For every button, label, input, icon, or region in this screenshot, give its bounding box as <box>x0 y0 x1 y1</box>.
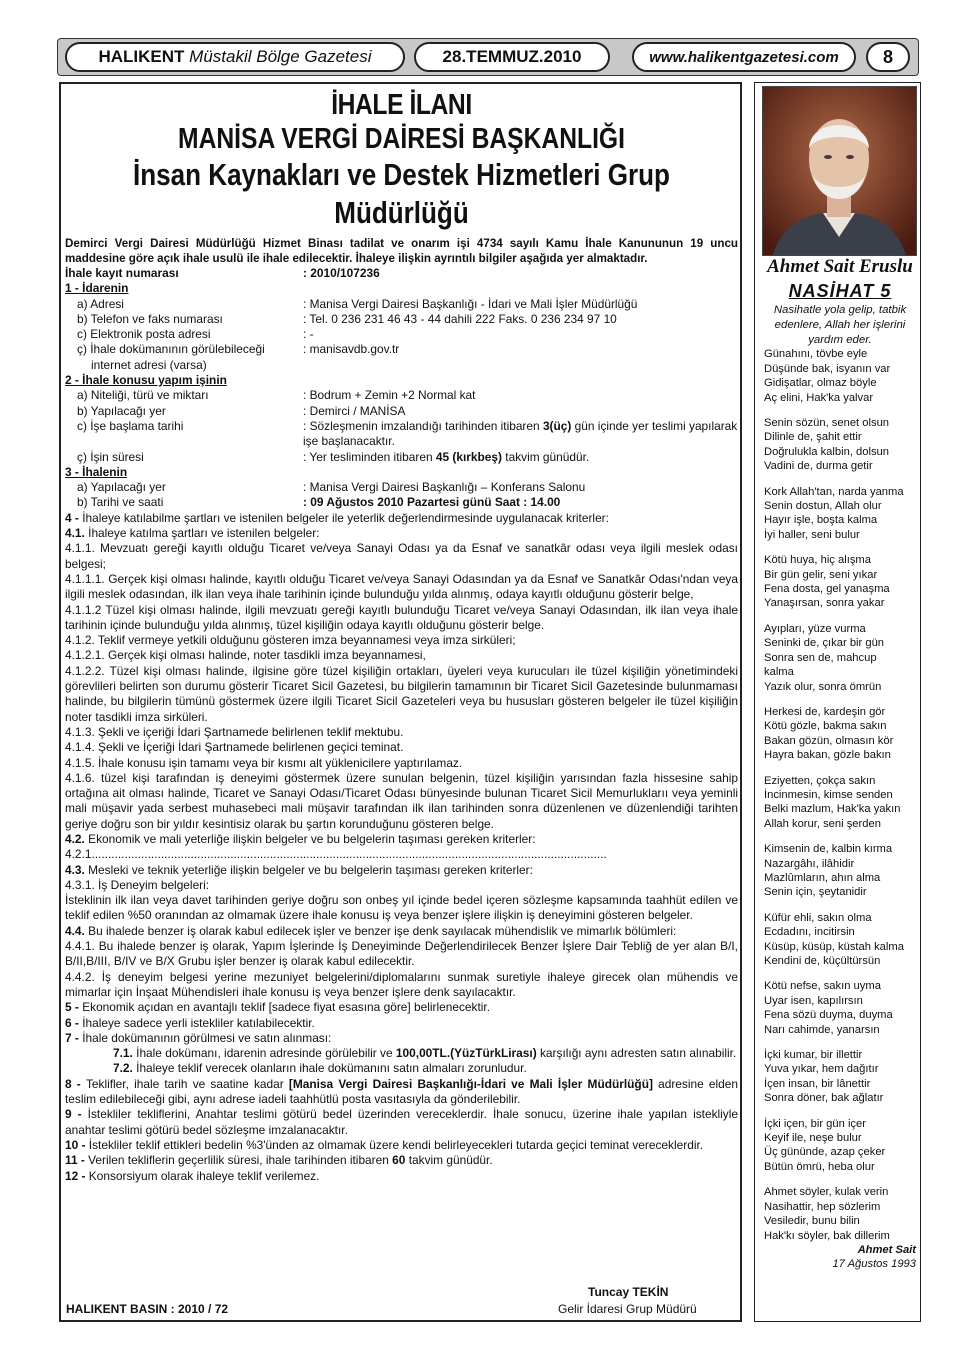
para-4-3-1: 4.3.1. İş Deneyim belgeleri: <box>65 877 210 892</box>
section-1: 1 - İdarenin <box>65 281 129 296</box>
para-4-2-1: 4.2.1............................................................................................................................................................ <box>65 847 607 862</box>
para-7-1: 7.1. İhale dokümanı, idarenin adresinde görülebilir ve 100,00TL.(YüzTürkLirası) karşılığı aynı adresten satın alınabilir. <box>113 1046 737 1061</box>
field-value: : - <box>303 327 314 342</box>
page-number: 8 <box>866 42 910 72</box>
para-4-4-1: 4.4.1. Bu ihalede benzer iş olarak, Yapım İşlerinde İş Deneyiminde Değerlendirilecek Benzer İşlere Dair Tebliğ de yer alan B/I, B/II,B/III, B/IV ve B/X Grubu işler benzer iş olarak kabul edilecektir. <box>65 939 738 969</box>
ad-title: İHALE İLANI <box>331 89 472 121</box>
field-label: b) Telefon ve faks numarası <box>77 311 223 326</box>
tender-ad <box>65 88 738 1184</box>
signatory-name: Tuncay TEKİN <box>588 1285 669 1299</box>
field-label: a) Yapılacağı yer <box>77 480 166 495</box>
field-value: : Manisa Vergi Dairesi Başkanlığı - İdari ve Mali İşler Müdürlüğü <box>303 296 638 311</box>
portrait-image <box>763 87 916 255</box>
poem-stanza: Herkesi de, kardeşin gör Kötü gözle, bakma sakın Bakan gözün, olmasın kör Hayra bakan, gözle bakın <box>764 705 894 762</box>
field-value: : Manisa Vergi Dairesi Başkanlığı – Konferans Salonu <box>303 480 586 495</box>
field-value: : Sözleşmenin imzalandığı tarihinden itibaren 3(üç) gün içinde yer teslimi yapılarak işe başlanacaktır. <box>303 418 738 449</box>
para-6: 6 - İhaleye sadece yerli istekliler katılabilecektir. <box>65 1015 315 1030</box>
para-4-1-2-1: 4.1.2.1. Gerçek kişi olması halinde, noter tasdikli imza beyannamesi, <box>65 648 426 663</box>
poem-panel <box>764 255 916 1272</box>
field-value: : Demirci / MANİSA <box>303 403 406 418</box>
poem-date: 17 Ağustos 1993 <box>832 1258 916 1271</box>
ad-department: İnsan Kaynakları ve Destek Hizmetleri Grup Müdürlüğü <box>133 157 670 230</box>
field-value: : Bodrum + Zemin +2 Normal kat <box>303 388 476 403</box>
field-value: : Tel. 0 236 231 46 43 - 44 dahili 222 Faks. 0 236 234 97 10 <box>303 311 617 326</box>
author-photo <box>762 86 917 256</box>
paper-subtitle: Müstakil Bölge Gazetesi <box>189 47 372 66</box>
para-7-2: 7.2. İhaleye teklif verecek olanların ihale dokümanını satın almaları zorunludur. <box>113 1061 527 1076</box>
para-12: 12 - Konsorsiyum olarak ihaleye teklif verilemez. <box>65 1168 320 1183</box>
para-4-1: 4.1. İhaleye katılma şartları ve istenilen belgeler: <box>65 526 320 541</box>
poem-stanza: Senin sözün, senet olsun Dilinle de, şahit ettir Doğrulukla kalbin, dolsun Vadini de, durma getir <box>764 417 890 473</box>
ad-intro: Demirci Vergi Dairesi Müdürlüğü Hizmet Binası tadilat ve onarım işi 4734 sayılı Kamu İhale Kanununun 19 uncu maddesine göre açık ihale usulü ile ihale edilecektir. İhaleye ilişkin ayrıntılı bilgiler aşağıda yer almaktadır. <box>65 237 738 265</box>
para-4-4-2: 4.4.2. İş deneyim belgesi yerine mezuniyet belgelerini/diplomalarını sunmak suretiyle ihaleye girecek olan mühendis ve mimarlar için İnşaat Mühendisleri ihale konusu iş veya benzer işlere denk sayılacaktır. <box>65 969 738 999</box>
kayit-row: İhale kayıt numarası : 2010/107236 <box>65 266 380 280</box>
para-4-1-3: 4.1.3. Şekli ve içeriği İdari Şartnamede belirlenen teklif mektubu. <box>65 724 404 739</box>
para-4-4: 4.4. Bu ihalede benzer iş olarak kabul edilecek işler ve benzer işe denk sayılacak mühendislik ve mimarlık bölümleri: <box>65 923 677 938</box>
poem-subtitle: Nasihatle yola gelip, tatbik edenlere, Allah her işlerini yardım eder. <box>773 304 907 346</box>
field-value: : manisavdb.gov.tr <box>303 342 400 357</box>
field-value: : 09 Ağustos 2010 Pazartesi günü Saat : 14.00 <box>303 495 561 510</box>
poem-title: NASİHAT 5 <box>788 281 892 301</box>
signatory-title: Gelir İdaresi Grup Müdürü <box>558 1302 697 1316</box>
para-4-1-1-1: 4.1.1.1. Gerçek kişi olması halinde, kayıtlı olduğu Ticaret ve/veya Sanayi Odasından ya da Esnaf ve Sanatkâr Odası'ndan veya ilgili meslek odasından, ilk ilan veya ihale tarihinin içinde bulunduğu yılda alınmış, odaya kayıtlı olduğunu gösterir belge, <box>65 571 738 602</box>
poem-stanza: Eziyetten, çokça sakın İncinmesin, kimse senden Belki mazlum, Hak'ka yakın Allah korur, seni şerden <box>764 774 901 830</box>
field-label: ç) İhale dokümanının görülebileceği <box>77 342 265 357</box>
field-label: b) Yapılacağı yer <box>77 403 166 418</box>
poem-author: Ahmet Sait Eruslu <box>767 256 913 277</box>
poem-stanza: Kork Allah'tan, narda yanma Senin dostun, Allah olur Hayır işle, boşta kalma İyi haller, seni bulur <box>764 485 904 541</box>
para-4-1-6: 4.1.6. tüzel kişi tarafından iş deneyimi göstermek üzere sunulan belgenin, tüzel kişiliğin yarısından fazla hissesine sahip ortağına ait olması halinde, Ticaret ve Sanayi Odası/Ticaret Odası bünyesinde bulunan Ticaret Sicil Memurluklarıı veya yeminli mali müşavir yada serbest muhasebeci mali müşavir tarafından ilk ilan tarihinden sonra düzenlenen ve düzenlendiği tarihten geriye doğru son bir yıldır kesintisiz olarak bu şartın korunduğunu gösteren belge. <box>65 770 738 831</box>
para-4: 4 - İhaleye katılabilme şartları ve istenilen belgeler ile yeterlik değerlendirmesinde uygulanacak kriterler: <box>65 510 609 525</box>
para-4-3-1-text: İsteklinin ilk ilan veya davet tarihinden geriye doğru son onbeş yıl içinde bedel içeren sözleşme kapsamında taahhüt edilen ve teklif edilen %50 oranından az olmamak üzere ihale konusu iş veya benzer işlere ilişkin iş deneyimini gösteren belgeler. <box>65 893 738 923</box>
website-link[interactable]: www.halikentgazetesi.com <box>632 42 856 72</box>
poem-stanza: Ahmet söyler, kulak verin Nasihattir, hep sözlerim Vesiledir, bunu bilin Hak'kı söyler, bak dillerim <box>764 1186 890 1242</box>
newspaper-name <box>65 42 405 72</box>
para-4-1-2: 4.1.2. Teklif vermeye yetkili olduğunu gösteren imza beyannamesi veya imza sirküleri; <box>65 633 516 648</box>
para-9: 9 - İstekliler tekliflerini, Anahtar teslimi götürü bedel üzerinden vereceklerdir. İhale sonucu, üzerine ihale yapılan istekliyle anahtar teslimi götürü bedel sözleşme imzalanacaktır. <box>65 1107 738 1137</box>
field-label: ç) İşin süresi <box>77 449 144 464</box>
poem-stanza: Günahını, tövbe eyle Düşünde bak, isyanın var Gidişatlar, olmaz böyle Aç elini, Hak'ka yalvar <box>764 348 891 404</box>
poem-stanza: İçki kumar, bir illettir Yuva yıkar, hem dağıtır İçen insan, bir lânettir Sonra döner, bak ağlatır <box>764 1049 884 1105</box>
poem-stanza: Küfür ehli, sakın olma Ecdadını, incitirsin Küsüp, küsüp, küstah kalma Kendini de, küçültürsün <box>764 911 904 968</box>
issue-date: 28.TEMMUZ.2010 <box>414 42 610 72</box>
para-5: 5 - Ekonomik açıdan en avantajlı teklif [sadece fiyat esasına göre] belirlenecektir. <box>65 1000 490 1015</box>
para-4-3: 4.3. Mesleki ve teknik yeterliğe ilişkin belgeler ve bu belgelerin taşıması gereken kriterler: <box>65 862 533 877</box>
field-label-cont: internet adresi (varsa) <box>91 357 207 372</box>
poem-stanza: Ayıpları, yüze vurma Seninki de, çıkar bir gün Sonra sen de, mahcup kalma Yazık olur, sonra ömrün <box>764 622 885 693</box>
para-4-1-1: 4.1.1. Mevzuatı gereği kayıtlı olduğu Ticaret ve/veya Sanayi Odası ya da Esnaf ve sanatkâr odası veya ilgili meslek odası belgesi; <box>65 541 738 571</box>
press-code: HALIKENT BASIN : 2010 / 72 <box>66 1302 229 1316</box>
para-4-1-2-2: 4.1.2.2. Tüzel kişi olması halinde, ilgisine göre tüzel kişiliğin ortakları, üyeleri veya kurucuları ile tüzel kişiliğin yönetimindeki görevlileri belirten son durumu gösterir Ticaret Sicil Gazetesi, bu bilgilerin tamamının bir Ticaret Sicil Gazetesinde bulunmaması halinde, bu bilgilerin tümünü göstermek üzere ilgili Ticaret Sicil Gazeteleri veya bu hususları gösteren belgeler ile tüzel kişiliğin noter tasdikli imza sirküleri. <box>65 663 738 724</box>
section-3: 3 - İhalenin <box>65 464 128 479</box>
ad-institution: MANİSA VERGİ DAİRESİ BAŞKANLIĞI <box>178 123 625 155</box>
field-label: c) İşe başlama tarihi <box>77 418 184 433</box>
field-label: b) Tarihi ve saati <box>77 495 164 510</box>
poem-stanza: İçki içen, bir gün içer Keyif ile, neşe bulur Üç gününde, azap çeker Bütün ömrü, heba olur <box>764 1117 886 1173</box>
field-label: a) Niteliği, türü ve miktarı <box>77 388 209 403</box>
poem-stanza: Kötü nefse, sakın uyma Uyar isen, kapılırsın Fena sözü duyma, duyma Narı cahimde, yanarsın <box>764 980 893 1036</box>
para-11: 11 - Verilen tekliflerin geçerlilik süresi, ihale tarihinden itibaren 60 takvim günüdür. <box>65 1153 493 1168</box>
poem-signature: Ahmet Sait <box>857 1243 916 1256</box>
paper-name: HALIKENT <box>98 47 185 66</box>
field-label: c) Elektronik posta adresi <box>77 327 211 342</box>
para-10: 10 - İstekliler teklif ettikleri bedelin %3'ünden az olmamak üzere kendi belirleyecekleri tutarda geçici teminat vereceklerdir. <box>65 1137 704 1152</box>
para-4-1-4: 4.1.4. Şekli ve İçeriği İdari Şartnamede belirlenen geçici teminat. <box>65 740 404 755</box>
poem-stanza: Kötü huya, hiç alışma Bir gün gelir, seni yıkar Fena dosta, gel yanaşma Yanaşırsan, sonra yakar <box>764 554 890 610</box>
field-value: : Yer tesliminden itibaren 45 (kırkbeş) takvim günüdür. <box>303 449 590 464</box>
para-7: 7 - İhale dokümanının görülmesi ve satın alınması: <box>65 1030 332 1045</box>
para-4-2: 4.2. Ekonomik ve mali yeterliğe ilişkin belgeler ve bu belgelerin taşıması gereken kriterler: <box>65 831 536 846</box>
para-8: 8 - Teklifler, ihale tarih ve saatine kadar [Manisa Vergi Dairesi Başkanlığı-İdari ve Mali İşler Müdürlüğü] adresine elden teslim edilebileceği gibi, aynı adrese iadeli taahhütlü posta vasıtasıyla da gönderilebilir. <box>65 1076 738 1107</box>
section-2: 2 - İhale konusu yapım işinin <box>65 373 227 388</box>
field-label: a) Adresi <box>77 296 124 311</box>
poem-stanza: Kimsenin de, kalbin kırma Nazargâhı, ilâhidir Mazlûmların, ahın alma Senin için, şeytanidir <box>764 843 893 899</box>
para-4-1-5: 4.1.5. İhale konusu işin tamamı veya bir kısmı alt yüklenicilere yaptırılamaz. <box>65 755 463 770</box>
para-4-1-1-2: 4.1.1.2 Tüzel kişi olması halinde, ilgili mevzuatı gereği kayıtlı bulunduğu Ticaret ve/veya Sanayi Odasından, ilk ilan veya ihale tarihinin içinde bulunduğu yılda alınmış, tüzel kişiliğin odaya kayıtlı olduğunu gösterir belge. <box>65 602 738 632</box>
